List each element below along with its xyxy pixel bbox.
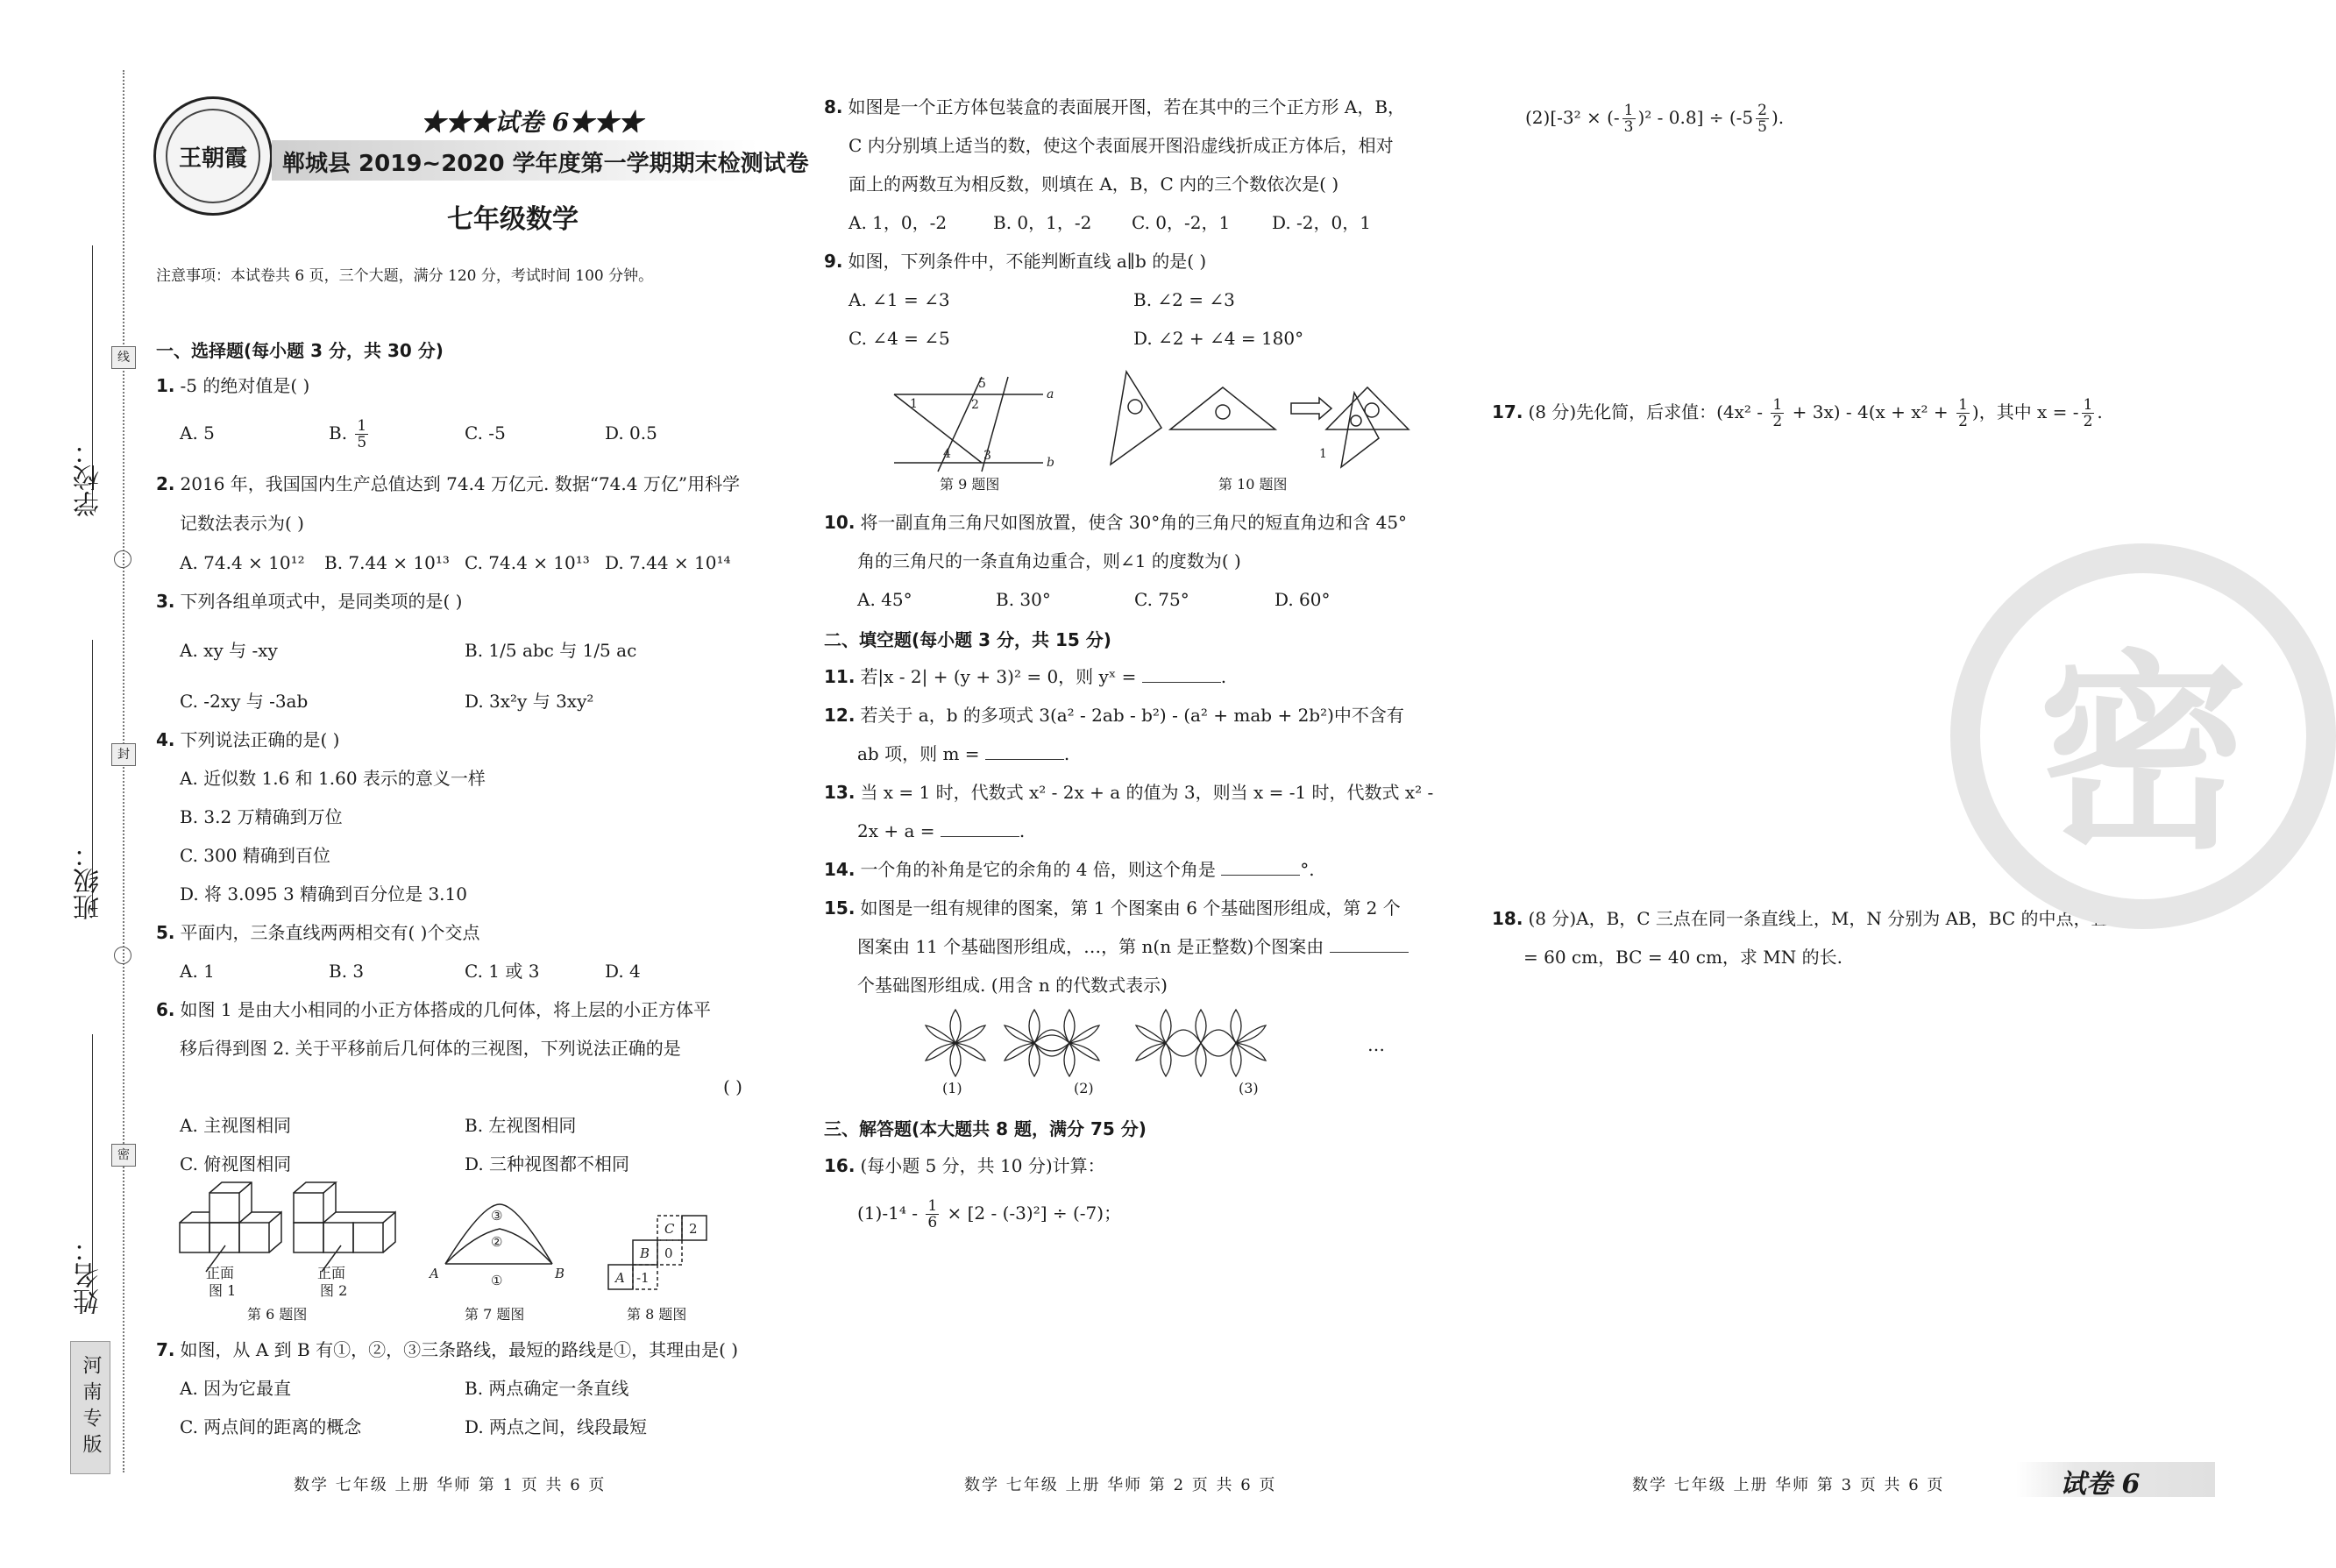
watermark-seal-text: 密 [2037,631,2248,877]
q7-stem: 如图，从 A 到 B 有①，②，③三条路线，最短的路线是①，其理由是( ) [180,1339,739,1360]
q17: 17. (8 分)先化简，后求值：(4x² - $\frac{1}{2}$ + 3x) - 4(x + x² + $\frac{1}{2}$ )，其中 x = - $\frac{1}{2}$ . [1492,396,2103,430]
svg-text:②: ② [491,1234,503,1250]
circle-mark-1 [114,550,131,568]
svg-text:③: ③ [491,1208,503,1224]
q13-line2: 2x + a = . [857,820,1026,841]
q1-opt-d: D. 0.5 [605,422,657,443]
q9-opt-d: D. ∠2 + ∠4 = 180° [1133,328,1304,349]
q9-stem: 如图，下列条件中，不能判断直线 a∥b 的是( ) [848,251,1207,272]
fig1-label: 图 1 [209,1282,237,1299]
q15-stem3: 个基础图形组成. (用含 n 的代数式表示) [857,975,1168,996]
logo-text: 王朝霞 [178,145,247,172]
q7-options-2 [180,1408,647,1446]
q1-opt-b: B. $\frac{1}{5}$ [329,417,367,451]
svg-text:1: 1 [1319,447,1327,461]
q13 [824,773,1433,812]
name-label: 姓名： [74,1236,104,1315]
q2 [156,465,740,503]
q6-opt-d: D. 三种视图都不相同 [465,1153,630,1174]
q9-options-1 [848,280,1235,319]
q12-line2: ab 项，则 m = . [857,743,1070,764]
q13-stem2: 2x + a = [857,820,935,841]
footer-page-1: 数学 七年级 上册 华师 第 1 页 共 6 页 [294,1476,607,1494]
section2-title: 二、填空题(每小题 3 分，共 15 分) [824,629,1111,650]
q15-stem: 如图是一组有规律的图案，第 1 个图案由 6 个基础图形组成，第 2 个 [860,898,1401,919]
q3-opt-d: D. 3x²y 与 3xy² [465,691,594,712]
q4 [156,720,339,759]
q2-stem2: 记数法表示为( ) [180,513,304,534]
q10-opt-d: D. 60° [1275,589,1331,610]
q15-pattern-figure [912,1008,1350,1078]
q16-part2: (2)[-3² × (- $\frac{1}{3}$ )² - 0.8] ÷ (-5 $\frac{2}{5}$ ). [1525,102,1785,136]
q16-part2-fraction-b: $\frac{2}{5}$ [1757,102,1767,136]
q9-opt-b: B. ∠2 = ∠3 [1133,289,1235,310]
svg-text:4: 4 [943,447,951,461]
q16-part1: (1)-1⁴ - $\frac{1}{6}$ × [2 - (-3)²] ÷ (-7)； [857,1197,1122,1231]
q1-num: 1. [156,375,175,396]
q10 [824,503,1407,542]
q7-opt-b: B. 两点确定一条直线 [465,1378,629,1399]
q5 [156,913,479,952]
q6-stem2: 移后得到图 2. 关于平移前后几何体的三视图，下列说法正确的是 [180,1038,681,1059]
q8-stem2: C 内分别填上适当的数，使这个表面展开图沿虚线折成正方体后，相对 [848,135,1394,156]
svg-text:①: ① [491,1273,503,1288]
q8-opt-a: A. 1，0，-2 [848,212,948,233]
q10-stem: 将一副直角三角尺如图放置，使含 30°角的三角尺的短直角边和含 45° [860,512,1408,533]
svg-text:2: 2 [971,398,979,412]
q18-stem2: = 60 cm，BC = 40 cm，求 MN 的长. [1523,947,1843,968]
svg-text:b: b [1047,456,1054,470]
q10-options [857,580,1331,619]
q2-opt-a: A. 74.4 × 10¹² [180,552,305,573]
fig2-front-label: 正面 [317,1265,346,1281]
q18 [1492,899,2140,938]
circle-mark-2 [114,947,131,964]
q17-num: 17. [1492,401,1523,422]
section3-title: 三、解答题(本大题共 8 题，满分 75 分) [824,1118,1147,1139]
q2-options [180,543,731,582]
edition-text: 河南专版 [80,1355,102,1460]
q16-part1-fraction: $\frac{1}{6}$ [927,1197,938,1231]
q6-figure-caption: 第 6 题图 [247,1306,308,1323]
q7 [156,1330,738,1369]
q7-figure [430,1203,570,1290]
q15-blank[interactable] [1330,934,1409,953]
q10-figure-caption: 第 10 题图 [1218,476,1288,493]
notice-text: 注意事项：本试卷共 6 页，三个大题，满分 120 分，考试时间 100 分钟。 [156,267,654,285]
q3-options-1 [180,631,636,670]
q7-opt-d: D. 两点之间，线段最短 [465,1416,648,1437]
q4-opt-b: B. 3.2 万精确到万位 [180,806,343,827]
q16 [824,1146,1105,1185]
svg-text:0: 0 [664,1245,673,1261]
q7-opt-a: A. 因为它最直 [180,1378,292,1399]
fig1-front-label: 正面 [206,1265,235,1281]
q5-opt-b: B. 3 [329,961,365,982]
q4-opt-c: C. 300 精确到百位 [180,845,330,866]
q10-num: 10. [824,512,856,533]
q12-stem2: ab 项，则 m = [857,743,980,764]
q4-stem: 下列说法正确的是( ) [180,729,340,750]
q8-num: 8. [824,96,843,117]
q17-fraction-b: $\frac{1}{2}$ [1958,396,1968,430]
q3-opt-b: B. 1/5 abc 与 1/5 ac [465,640,637,661]
q8-figure-caption: 第 8 题图 [627,1306,687,1323]
q11-num: 11. [824,666,856,687]
series-label: ★★★试卷 6★★★ [421,108,643,137]
q2-opt-c: C. 74.4 × 10¹³ [465,552,590,573]
q3-opt-a: A. xy 与 -xy [180,640,278,661]
svg-text:C: C [664,1221,675,1237]
q16-num: 16. [824,1155,856,1176]
q11-stem: 若|x - 2| + (y + 3)² = 0，则 yˣ = [860,666,1137,687]
q7-figure-caption: 第 7 题图 [465,1306,525,1323]
q3-stem: 下列各组单项式中，是同类项的是( ) [180,591,463,612]
q9 [824,242,1206,280]
q5-opt-a: A. 1 [180,961,215,982]
q1-opt-c: C. -5 [465,422,506,443]
svg-text:A: A [430,1266,439,1281]
edition-badge [70,1341,110,1474]
q5-options [180,952,641,990]
q15-pattern-ellipsis: … [1367,1034,1385,1055]
q15-pattern-1-label: (1) [942,1080,962,1096]
seal-mi-mark: 密 [111,1144,136,1167]
q9-opt-c: C. ∠4 = ∠5 [848,328,950,349]
q12-blank[interactable] [985,741,1064,760]
q5-stem: 平面内，三条直线两两相交有( )个交点 [180,922,480,943]
q8-options [848,203,1371,242]
q14-num: 14. [824,859,856,880]
q1-opt-a: A. 5 [180,422,215,443]
q17-fraction-c: $\frac{1}{2}$ [2083,396,2093,430]
svg-text:-1: -1 [636,1270,650,1286]
footer-page-3: 数学 七年级 上册 华师 第 3 页 共 6 页 [1632,1476,1945,1494]
q14-blank[interactable] [1221,857,1300,876]
q3-options-2 [180,682,593,720]
q7-opt-c: C. 两点间的距离的概念 [180,1416,362,1437]
school-label: 学校： [74,438,104,517]
q1 [156,366,309,405]
footer-page-2: 数学 七年级 上册 华师 第 2 页 共 6 页 [964,1476,1277,1494]
fig2-label: 图 2 [320,1282,348,1299]
seal-seal-mark: 封 [111,743,136,766]
q10-figure [1100,366,1416,472]
q6-options-1 [180,1106,576,1145]
svg-text:5: 5 [978,377,986,391]
q14: 14. 一个角的补角是它的余角的 4 倍，则这个角是 °. [824,859,1315,880]
svg-text:B: B [555,1266,565,1281]
q12 [824,696,1404,734]
q10-opt-c: C. 75° [1134,589,1189,610]
q10-opt-a: A. 45° [857,589,912,610]
q5-opt-d: D. 4 [605,961,641,982]
q6 [156,990,711,1029]
q15-stem2: 图案由 11 个基础图形组成，…，第 n(n 是正整数)个图案由 [857,936,1324,957]
q6-opt-a: A. 主视图相同 [180,1115,292,1136]
q8-stem3: 面上的两数互为相反数，则填在 A，B，C 内的三个数依次是( ) [848,174,1339,195]
svg-text:B: B [640,1245,650,1261]
q15-num: 15. [824,898,856,919]
q5-opt-c: C. 1 或 3 [465,961,540,982]
q15-pattern-2-label: (2) [1074,1080,1094,1096]
q3-num: 3. [156,591,175,612]
seal-line-mark: 线 [111,346,136,369]
svg-text:1: 1 [910,397,918,411]
q7-options-1 [180,1369,628,1408]
q2-stem: 2016 年，我国国内生产总值达到 74.4 万亿元. 数据“74.4 万亿”用科学 [180,473,741,494]
q4-opt-a: A. 近似数 1.6 和 1.60 表示的意义一样 [180,768,486,789]
logo-inner [166,109,260,203]
q1-options [180,414,758,452]
q3-opt-c: C. -2xy 与 -3ab [180,691,309,712]
q12-stem: 若关于 a，b 的多项式 3(a² - 2ab - b²) - (a² + mab + 2b²)中不含有 [860,705,1404,726]
svg-text:A: A [615,1270,625,1286]
q13-stem: 当 x = 1 时，代数式 x² - 2x + a 的值为 3，则当 x = -1 时，代数式 x² - [860,782,1434,803]
q6-figure [171,1188,399,1284]
q16-stem: (每小题 5 分，共 10 分)计算： [860,1155,1105,1176]
q15-line2 [857,927,1409,966]
corner-label: 试卷 6 [2060,1469,2141,1500]
q2-opt-b: B. 7.44 × 10¹³ [324,552,450,573]
q9-num: 9. [824,251,843,272]
q6-opt-c: C. 俯视图相同 [180,1153,292,1174]
q7-num: 7. [156,1339,175,1360]
q8-opt-c: C. 0，-2，1 [1132,212,1231,233]
q14-stem: 一个角的补角是它的余角的 4 倍，则这个角是 [860,859,1216,880]
svg-text:3: 3 [983,449,991,463]
q13-blank[interactable] [941,819,1019,837]
q5-num: 5. [156,922,175,943]
svg-text:2: 2 [689,1221,698,1237]
q9-figure-caption: 第 9 题图 [940,476,1000,493]
q15-pattern-3-label: (3) [1239,1080,1259,1096]
q6-stem: 如图 1 是由大小相同的小正方体搭成的几何体，将上层的小正方体平 [180,999,711,1020]
q10-opt-b: B. 30° [996,589,1051,610]
subject-title: 七年级数学 [447,204,579,235]
exam-title: 郸城县 2019~2020 学年度第一学期期末检测试卷 [282,151,809,177]
q10-stem2: 角的三角尺的一条直角边重合，则∠1 的度数为( ) [857,550,1241,571]
q8-stem: 如图是一个正方体包装盒的表面展开图，若在其中的三个正方形 A，B， [848,96,1406,117]
publisher-logo [153,96,273,216]
q4-num: 4. [156,729,175,750]
q15 [824,889,1401,927]
q2-num: 2. [156,473,175,494]
q11: 11. 若|x - 2| + (y + 3)² = 0，则 yˣ = . [824,666,1227,687]
q1-opt-b-fraction: $\frac{1}{5}$ [357,417,367,451]
q8-opt-b: B. 0，1，-2 [993,212,1092,233]
q18-stem: (8 分)A，B，C 三点在同一条直线上，M，N 分别为 AB，BC 的中点，且 AB [1528,908,2140,929]
q6-num: 6. [156,999,175,1020]
q6-paren: ( ) [723,1076,742,1097]
q9-opt-a: A. ∠1 = ∠3 [848,289,950,310]
q16-part2-fraction-a: $\frac{1}{3}$ [1623,102,1634,136]
q12-num: 12. [824,705,856,726]
q8 [824,88,1405,126]
svg-text:a: a [1047,387,1054,401]
class-label: 班级： [74,841,104,920]
q6-options-2 [180,1145,629,1183]
section1-title: 一、选择题(每小题 3 分，共 30 分) [156,340,444,361]
q1-stem: -5 的绝对值是( ) [180,375,310,396]
q18-num: 18. [1492,908,1523,929]
q9-figure [885,368,1061,473]
watermark-seal [1950,543,2336,929]
q3 [156,582,462,621]
binding-dotted-line [123,70,124,1472]
q17-fraction-a: $\frac{1}{2}$ [1772,396,1783,430]
q11-blank[interactable] [1142,664,1221,683]
q8-figure [605,1214,728,1302]
q13-num: 13. [824,782,856,803]
q4-opt-d: D. 将 3.095 3 精确到百分位是 3.10 [180,883,467,905]
q8-opt-d: D. -2，0，1 [1272,212,1371,233]
q9-options-2 [848,319,1303,358]
q6-opt-b: B. 左视图相同 [465,1115,577,1136]
q2-opt-d: D. 7.44 × 10¹⁴ [605,552,731,573]
